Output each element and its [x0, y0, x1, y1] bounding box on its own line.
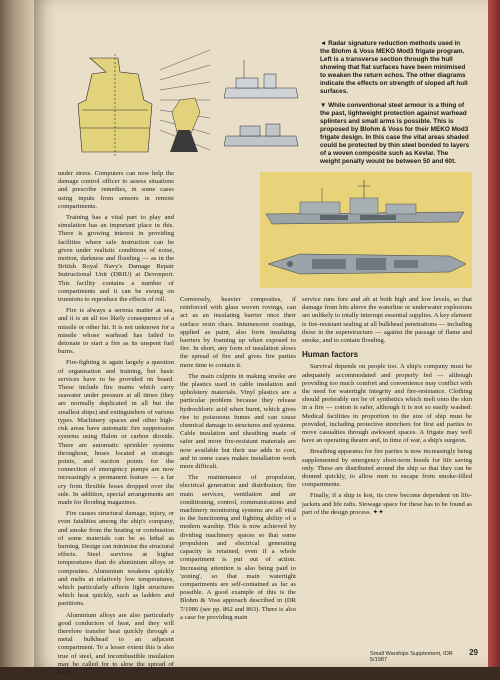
paragraph: Fire-fighting is again largely a question of organisation and training, but basic services have to be provided on board. These include fire mains which carry seawater under pressure at all times (they are normally duplicated in all but the smallest ships) and extinguishers of various types. Machinery spaces and other high-risk areas have automatic fire suppression systems using Halon or carbon dioxide. There are automatic sprinkler systems throughout, hoses located at strategic points, and suction points for the connection of emergency pumps are now increasingly a permanent feature — a far cry from flexible hoses dropped over the side. In addition, special arrangements are made for flooding magazines.: [58, 359, 174, 506]
page-footer: [370, 648, 478, 663]
frigate-side-profile: [266, 180, 464, 224]
paragraph: The main culprits in making smoke are the plastics used in cable insulation and upholstery materials. Vinyl plastics are a particular problem because they release hydrochloric acid when burnt, which gives rise to poisonous fumes and can cause chemical damage to structures and systems. Cable insulation and sheathing made of safer and more fire-resistant materials are now available but their use adds to cost, and in some cases makes installation work more difficult.: [180, 372, 296, 471]
armour-caption: ▼ While conventional steel armour is a thing of the past, lightweight protection against warhead splinters and small arms is possible. This is proposed by Blohm & Voss for their MEKO Mod3 frigate design. In this case the vital areas shaded could be protected by thin steel bonded to layers of a woven composite such as Kevlar. The weight penalty would be between 50 and 60t.: [320, 102, 470, 165]
page-number: 29: [469, 648, 478, 657]
cover-edge: [488, 0, 500, 667]
paragraph: Finally, if a ship is lost, its crew become dependent on life-jackets and life rafts. Stowage space for these has to be found as part of the design process. ✦✦: [302, 492, 472, 516]
figure-captions: [320, 40, 470, 172]
body-column-3: [302, 296, 472, 520]
meko-frigate-illustration: [260, 172, 472, 288]
section-heading-human-factors: Human factors: [302, 350, 359, 360]
body-column-1: [58, 170, 174, 680]
frigate-plan-view: [268, 254, 466, 274]
paragraph: The maintenance of propulsion, electrical generation and distribution, fire main services, ventilation and air conditioning, control, communications and machinery monitoring systems are all vital to the functioning and fighting ability of a modern warship. This is now achieved by dividing machinery spaces so that some propulsion and electrical generating capacity is retained, even if a whole compartment is put out of action. Increasing attention is also being paid to 'zoning', so that main watertight compartments are self-contained as far as possible. A good example of this is the Blohm & Voss approach described in (DR 7/1986 (see pp. 862 and 863). There is also a case for providing main: [180, 474, 296, 621]
paragraph: Breathing apparatus for fire parties is now increasingly being supplemented by emergency short-term hoods for life saving only. These are distributed around the ship so that they can be donned quickly, to allow men to escape from smoke-filled compartments.: [302, 448, 472, 489]
paragraph: service runs fore and aft at both high and low levels, so that damage from hits above the waterline or underwater explosions are unlikely to totally interrupt essential supplies. A key element is fire-resistant sealing at all bulkhead penetrations — including those in the superstructure — against the passage of flame and smoke, and to contain flooding.: [302, 296, 472, 345]
radar-signature-diagrams: [60, 40, 304, 166]
paragraph: Aluminium alloys are also particularly good conductors of heat, and they will therefore transfer heat quickly through a metal bulkhead to an adjacent compartment. To a lesser extent this is also true of steel, and incombustible insulation may be called for to slow the spread of heat.: [58, 611, 174, 676]
footer-source: Small Warships Supplement, IDR 5/1987: [370, 651, 453, 663]
hull-section-diagram: [78, 54, 152, 158]
profile-diagram-top: [224, 60, 298, 98]
paragraph: Training has a vital part to play and simulation has an important place in this. There is growing interest in providing facilities where safe instruction can be given under realistic conditions of noise, motion, darkness and flooding — as in the British Royal Navy's Damage Repair Instructional Unit (DRIU) at Devonport. This facility contains a number of compartments and it can be swung on trunnions to reproduce the effects of roll.: [58, 214, 174, 304]
paragraph: Fire is always a serious matter at sea, and it is an all too likely consequence of a missile or other hit. It is not unknown for a missile whose warhead has failed to detonate to start a fire as its unspent fuel burns.: [58, 307, 174, 356]
stern-radar-diagram: [170, 98, 200, 152]
body-column-2: [180, 296, 296, 625]
paragraph: Fire causes structural damage, injury, or even fatalities among the ship's company, and smoke from the heating or combustion of some materials can be as lethal as burning. Design can minimise the structural effects. Steel survives at higher temperatures than do aluminium alloys or composites. Aluminium weakens quickly and melts at relatively low temperatures, which particularly affects light structures which heat quickly, such as ladders and partitions.: [58, 510, 174, 608]
profile-diagram-bottom: [224, 124, 298, 146]
facing-page-text: [2, 0, 32, 667]
radar-caption: ◄ Radar signature reduction methods used in the Blohm & Voss MEKO Mod3 frigate program. Left is a transverse section through the hull showing that flat surfaces have been minimised to weaken the return echos. The other diagrams indicate the effects on strength of sloped aft hull surfaces.: [320, 40, 468, 95]
paragraph: Conversely, heavier composites, if reinforced with glass woven rovings, can act as an insulating barrier once their surface resin chars. Intumescent coatings, applied as paint, also form insulating barriers by foaming up when exposed to fire. In short, any form of insulation slows the spread of fire and gives fire parties more time to contain it.: [180, 296, 296, 369]
paragraph: under stress. Computers can now help the damage control officer to assess situations and prescribe remedies, in some cases using inputs from sensors in remote compartments.: [58, 170, 174, 210]
paragraph: Survival depends on people too. A ship's company must be adequately accommodated and properly fed — although providing too much comfort and convenience may conflict with the need for watertight integrity and fire-resistance. Clothing should preferably not be of synthetics which melt onto the skin in a fire — cotton is safer, although it is not so easily washed. Medical facilities in proportion to the size of ship must be provided, including protective stretchers for first aid parties to move casualties through awkward spaces. A frigate may well have an operating theatre and, in time of war, a ship's surgeon.: [302, 363, 472, 445]
